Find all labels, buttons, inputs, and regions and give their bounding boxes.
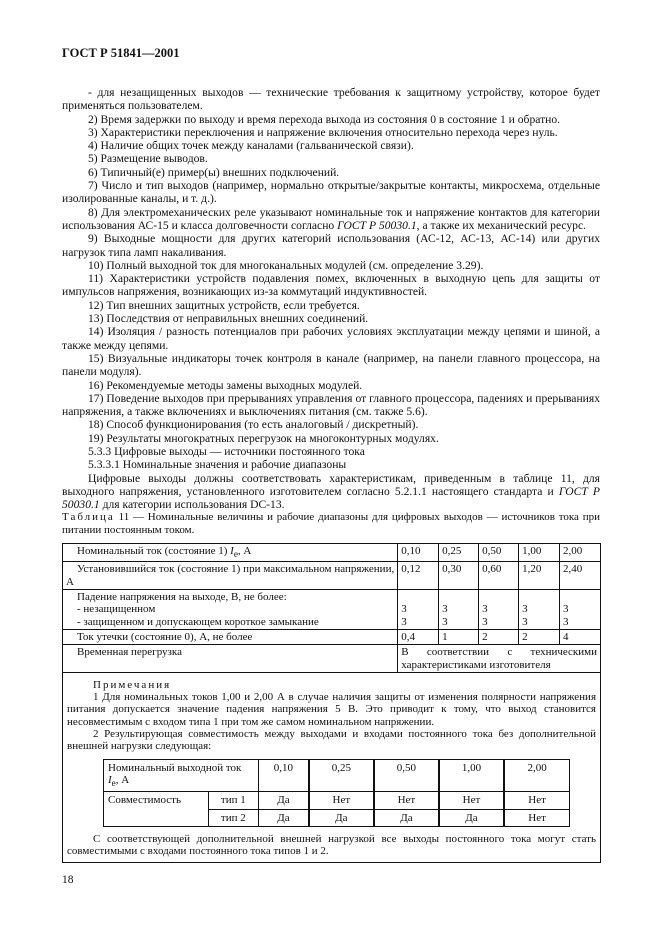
list-item: 18) Способ функционирования (то есть аналоговый / дискретный).: [88, 418, 419, 432]
text: - незащищенном: [77, 603, 156, 616]
cell: Да: [309, 809, 374, 826]
cell: 2,00: [560, 544, 601, 562]
value: 3: [442, 603, 448, 616]
row-label: Совместимость: [104, 792, 209, 827]
cell: Нет: [439, 792, 504, 809]
table-caption: [62, 511, 600, 536]
list-item: 6) Типичный(е) пример(ы) внешних подключений.: [88, 165, 340, 179]
text: Падение напряжения на выходе, В, не более:: [77, 591, 287, 604]
text: - защищенном и допускающем короткое замыкание: [77, 615, 319, 628]
cell: Нет: [309, 792, 374, 809]
document-body: [62, 86, 600, 512]
cell: Нет: [504, 809, 569, 826]
cell: 0,60: [479, 562, 519, 590]
cell: 0,12: [398, 562, 439, 590]
cell: 2,00: [504, 759, 569, 792]
cell: Да: [374, 809, 439, 826]
list-item: 4) Наличие общих точек между каналами (гальванической связи).: [88, 139, 414, 153]
row-label: Временная перегрузка: [63, 645, 398, 673]
type-label: тип 1: [208, 792, 259, 809]
value: 3: [522, 603, 528, 616]
section-heading: 5.3.3 Цифровые выходы — источники постоянного тока: [88, 445, 365, 459]
cell: 2: [479, 629, 519, 644]
table-row: [104, 759, 570, 792]
list-item: 5) Размещение выводов.: [88, 152, 208, 166]
cell: 2,40: [560, 562, 601, 590]
row-label: [63, 562, 398, 590]
cell: Нет: [504, 792, 569, 809]
cell: [398, 590, 439, 630]
cell: 0,50: [479, 544, 519, 562]
list-item: 11) Характеристики устройств подавления помех, включенных в выходную цепь для защиты от импульсов напряжения, возникающих из-за коммутаций индуктивностей.: [62, 272, 600, 299]
table-row: [63, 544, 601, 562]
list-item: 7) Число и тип выходов (например, нормально открытые/закрытые контакты, микросхема, отдельные изолированные каналы, и т. д.).: [62, 179, 600, 206]
subscript: e: [233, 549, 238, 560]
symbol: I: [230, 545, 234, 557]
cell: 0,25: [309, 759, 374, 792]
cell: 0,10: [398, 544, 439, 562]
value: 3: [482, 615, 488, 628]
text: для категории использования DC-13.: [99, 498, 285, 512]
note: 1 Для номинальных токов 1,00 и 2,00 А в случае наличия защиты от изменения полярности напряжения питания допускается значение падения напряжения 5 В. Это приводит к тому, что выход становится несовместимым с входом типа 1 при том же самом номинальном напряжении.: [67, 691, 596, 728]
list-item: 16) Рекомендуемые методы замены выходных модулей.: [88, 378, 363, 392]
value: 3: [563, 603, 569, 616]
text: Установившийся ток (состояние 1) при максимальном напряжении, А: [66, 563, 395, 588]
value: 3: [401, 603, 407, 616]
text: , А: [115, 773, 130, 786]
cell: [560, 590, 601, 630]
subscript: e: [111, 778, 116, 789]
type-label: тип 2: [208, 809, 259, 826]
table-notes: [63, 672, 601, 862]
table-row: [63, 590, 601, 630]
cell: 0,10: [259, 759, 309, 792]
text: Цифровые выходы должны соответствовать характеристикам, приведенным в таблице 11, для выходного напряжения, установленного изготовителем согласно 5.2.1.1 настоящего стандарта и: [62, 471, 600, 498]
document-header: ГОСТ Р 51841—2001: [62, 46, 180, 60]
row-label: [104, 759, 259, 792]
standard-reference: ГОСТ Р 50030.1: [62, 484, 600, 512]
value: 3: [442, 615, 448, 628]
cell: 0,50: [374, 759, 439, 792]
cell: В соответствии с техническими характеристиками изготовителя: [398, 645, 601, 673]
cell: 0,25: [439, 544, 479, 562]
row-label: [63, 544, 398, 562]
page-number: 18: [62, 874, 74, 886]
row-label: Ток утечки (состояние 0), А, не более: [63, 629, 398, 644]
symbol: I: [108, 773, 112, 786]
cell: Да: [439, 809, 504, 826]
cell: 2: [519, 629, 560, 644]
table-row: [63, 562, 601, 590]
notes-row: [63, 672, 601, 862]
cell: 1,20: [519, 562, 560, 590]
paragraph: [62, 472, 600, 512]
cell: Нет: [374, 792, 439, 809]
notes-title: Примечания: [93, 678, 172, 691]
caption-label: Таблица: [62, 511, 115, 523]
text: 8) Для электромеханических реле указывают номинальные ток и напряжение контактов для категории использования АС-15 и класса долговечности согласно: [62, 205, 600, 232]
note: 2 Результирующая совместимость между выходами и входами постоянного тока без дополнительной внешней нагрузки следующая:: [67, 728, 596, 753]
list-item: 9) Выходные мощности для других категорий использования (АС-12, АС-13, АС-14) или других нагрузок типа ламп накаливания.: [62, 232, 600, 259]
section-heading: 5.3.3.1 Номинальные значения и рабочие диапазоны: [88, 458, 347, 472]
table-row: [63, 645, 601, 673]
list-item: 14) Изоляция / разность потенциалов при рабочих условиях эксплуатации между цепями и шиной, а также между цепями.: [62, 325, 600, 352]
text: Номинальный ток (состояние 1): [77, 545, 231, 557]
list-item: 10) Полный выходной ток для многоканальных модулей (см. определение 3.29).: [88, 258, 484, 272]
list-item: 12) Тип внешних защитных устройств, если требуется.: [88, 298, 360, 312]
text: Номинальный выходной ток: [108, 761, 242, 774]
list-item: 15) Визуальные индикаторы точек контроля в канале (например, на панели главного процессора, на панели модуля).: [62, 351, 600, 379]
compatibility-table: [103, 759, 570, 827]
list-item: [62, 206, 600, 233]
cell: [519, 590, 560, 630]
list-item: 13) Последствия от неправильных внешних соединений.: [88, 312, 369, 326]
text: , А: [237, 545, 252, 557]
cell: Да: [259, 792, 309, 809]
list-item: 3) Характеристики переключения и напряжение включения относительно перехода через нуль.: [88, 125, 558, 139]
cell: 1: [439, 629, 479, 644]
row-label: [63, 590, 398, 630]
table-11: [62, 543, 601, 863]
paragraph: - для незащищенных выходов — технические требования к защитному устройству, которое будет применяться пользователем.: [62, 86, 600, 113]
value: 3: [563, 615, 569, 628]
standard-reference: ГОСТ Р 50030.1: [337, 218, 417, 232]
cell: 4: [560, 629, 601, 644]
cell: 0,30: [439, 562, 479, 590]
cell: [479, 590, 519, 630]
value: 3: [401, 615, 407, 628]
cell: 1,00: [439, 759, 504, 792]
cell: 1,00: [519, 544, 560, 562]
cell: Да: [259, 809, 309, 826]
list-item: 17) Поведение выходов при прерываниях управления от главного процессора, падениях и прерываниях напряжения, а также включениях и выключениях питания (см. также 5.6).: [62, 391, 600, 419]
table-row: [104, 792, 570, 809]
text: , а также их механический ресурс.: [416, 218, 587, 232]
cell: [439, 590, 479, 630]
note: С соответствующей дополнительной внешней нагрузкой все выходы постоянного тока могут стать совместимыми с входами постоянного тока типов 1 и 2.: [67, 833, 596, 858]
value: 3: [482, 603, 488, 616]
value: 3: [522, 615, 528, 628]
list-item: 2) Время задержки по выходу и время перехода выхода из состояния 0 в состояние 1 и обратно.: [88, 112, 561, 126]
list-item: 19) Результаты многократных перегрузок на многоконтурных модулях.: [88, 431, 439, 445]
cell: 0,4: [398, 629, 439, 644]
caption-text: 11 — Номинальные величины и рабочие диапазоны для цифровых выходов — источников тока при питании постоянным током.: [62, 511, 600, 536]
table-row: [63, 629, 601, 644]
